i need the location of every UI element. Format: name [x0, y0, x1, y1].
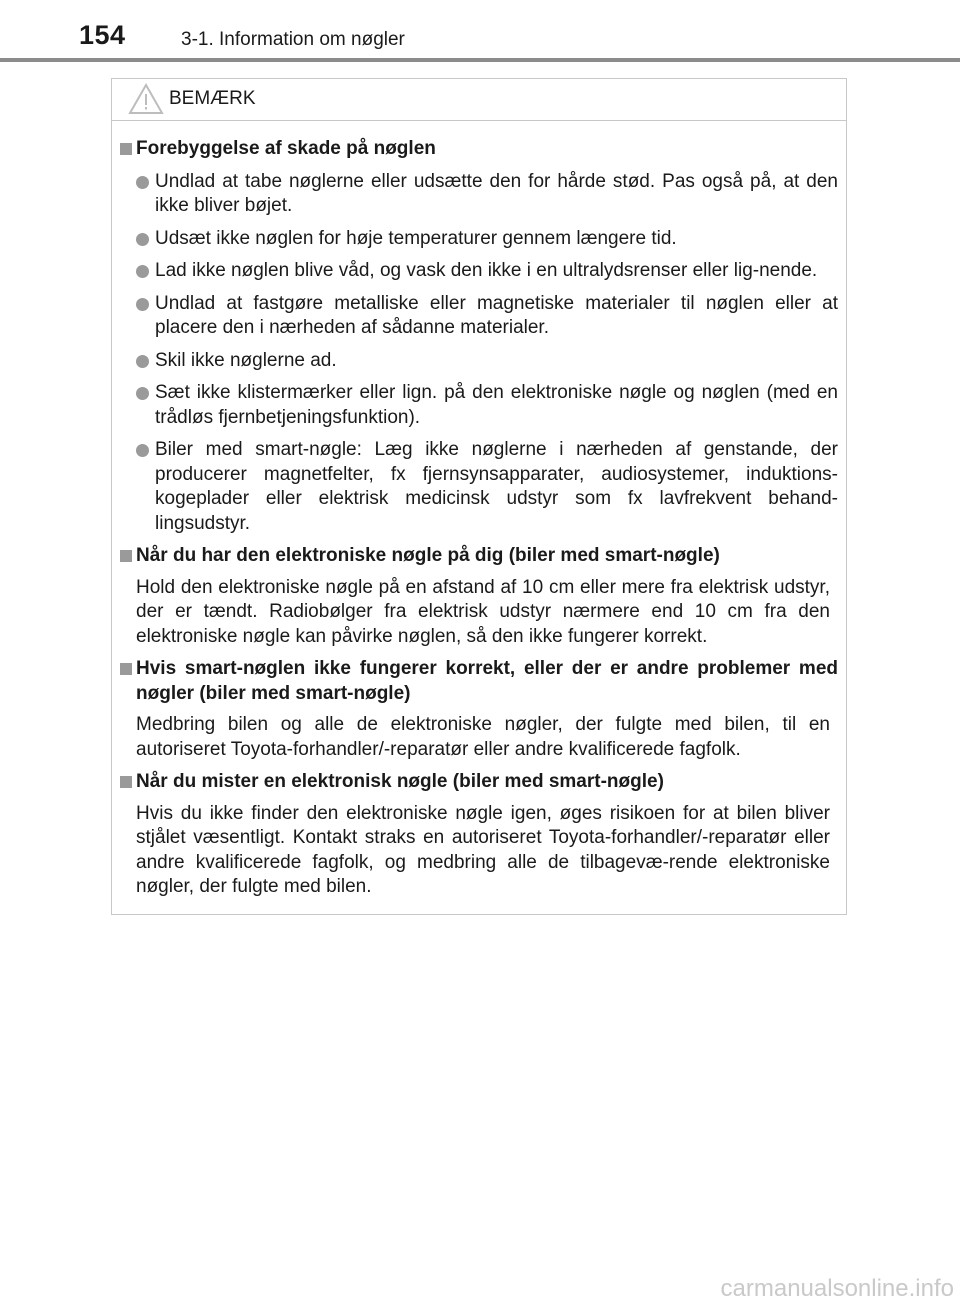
list-item: [136, 349, 838, 374]
list-item-text: Lad ikke nøglen blive våd, og vask den ikke i en ultralydsrenser eller lig-nende.: [155, 260, 818, 281]
section-heading: Hvis smart-nøglen ikke fungerer korrekt, eller der er andre problemer med nøgler (biler med smart-nøgle): [136, 658, 838, 704]
watermark: carmanualsonline.info: [720, 1275, 954, 1302]
circle-bullet-icon: [136, 387, 149, 400]
list-item-text: Undlad at fastgøre metalliske eller magnetiske materialer til nøglen eller at placere den i nærheden af sådanne materialer.: [155, 292, 838, 338]
section-heading: Forebyggelse af skade på nøglen: [136, 138, 436, 159]
list-item: [136, 381, 838, 430]
list-item-text: Udsæt ikke nøglen for høje temperaturer gennem længere tid.: [155, 227, 677, 249]
notice-section: [120, 770, 838, 900]
list-item-text: Undlad at tabe nøglerne eller udsætte den for hårde stød. Pas også på, at den ikke bliver bøjet.: [155, 170, 838, 216]
square-bullet-icon: [120, 663, 132, 675]
list-item-text: Biler med smart-nøgle: Læg ikke nøglerne i nærheden af genstande, der producerer magnetfelter, fx fjernsynsapparater, audiosystemer, induktions-kogeplader eller elektrisk medicinsk udstyr som fx lavfrekvent behand-lingsudstyr.: [155, 439, 838, 534]
notice-section: [120, 544, 838, 649]
square-bullet-icon: [120, 776, 132, 788]
square-bullet-icon: [120, 550, 132, 562]
list-item: [136, 170, 838, 219]
notice-header: [112, 79, 846, 121]
list-item: [136, 292, 838, 341]
circle-bullet-icon: [136, 298, 149, 311]
circle-bullet-icon: [136, 176, 149, 189]
list-item-text: Skil ikke nøglerne ad.: [155, 349, 337, 371]
header-rule: [0, 58, 960, 62]
circle-bullet-icon: [136, 355, 149, 368]
section-paragraph: Hold den elektroniske nøgle på en afstand af 10 cm eller mere fra elektrisk udstyr, der er tændt. Radiobølger fra elektrisk udstyr nærmere end 10 cm fra den elektroniske nøgle kan påvirke nøglen, så den ikke fungerer korrekt.: [136, 576, 830, 647]
circle-bullet-icon: [136, 233, 149, 246]
notice-title: BEMÆRK: [169, 88, 256, 109]
section-heading: Når du mister en elektronisk nøgle (biler med smart-nøgle): [136, 771, 664, 792]
section-paragraph: Hvis du ikke finder den elektroniske nøgle igen, øges risikoen for at bilen bliver stjålet væsentligt. Kontakt straks en autoriseret Toyota-forhandler/-reparatør eller andre kvalificerede fagfolk, og medbring alle de tilbagevæ-rende elektroniske nøgler, der fulgte med bilen.: [136, 802, 830, 897]
square-bullet-icon: [120, 143, 132, 155]
page-header: [0, 0, 960, 66]
warning-triangle-icon: [128, 83, 164, 115]
list-item: [136, 259, 838, 284]
section-heading: Når du har den elektroniske nøgle på dig (biler med smart-nøgle): [136, 545, 720, 566]
section-title: 3-1. Information om nøgler: [181, 29, 405, 50]
notice-section: [120, 137, 838, 536]
circle-bullet-icon: [136, 444, 149, 457]
list-item: [136, 227, 838, 252]
notice-body: [112, 121, 846, 900]
page-number: 154: [79, 20, 126, 50]
circle-bullet-icon: [136, 265, 149, 278]
list-item: [136, 438, 838, 536]
section-paragraph: Medbring bilen og alle de elektroniske nøgler, der fulgte med bilen, til en autoriseret Toyota-forhandler/-reparatør eller andre kvalificerede fagfolk.: [136, 714, 830, 760]
list-item-text: Sæt ikke klistermærker eller lign. på den elektroniske nøgle og nøglen (med en trådløs fjernbetjeningsfunktion).: [155, 382, 838, 428]
notice-box: [111, 78, 847, 915]
notice-section: [120, 657, 838, 762]
